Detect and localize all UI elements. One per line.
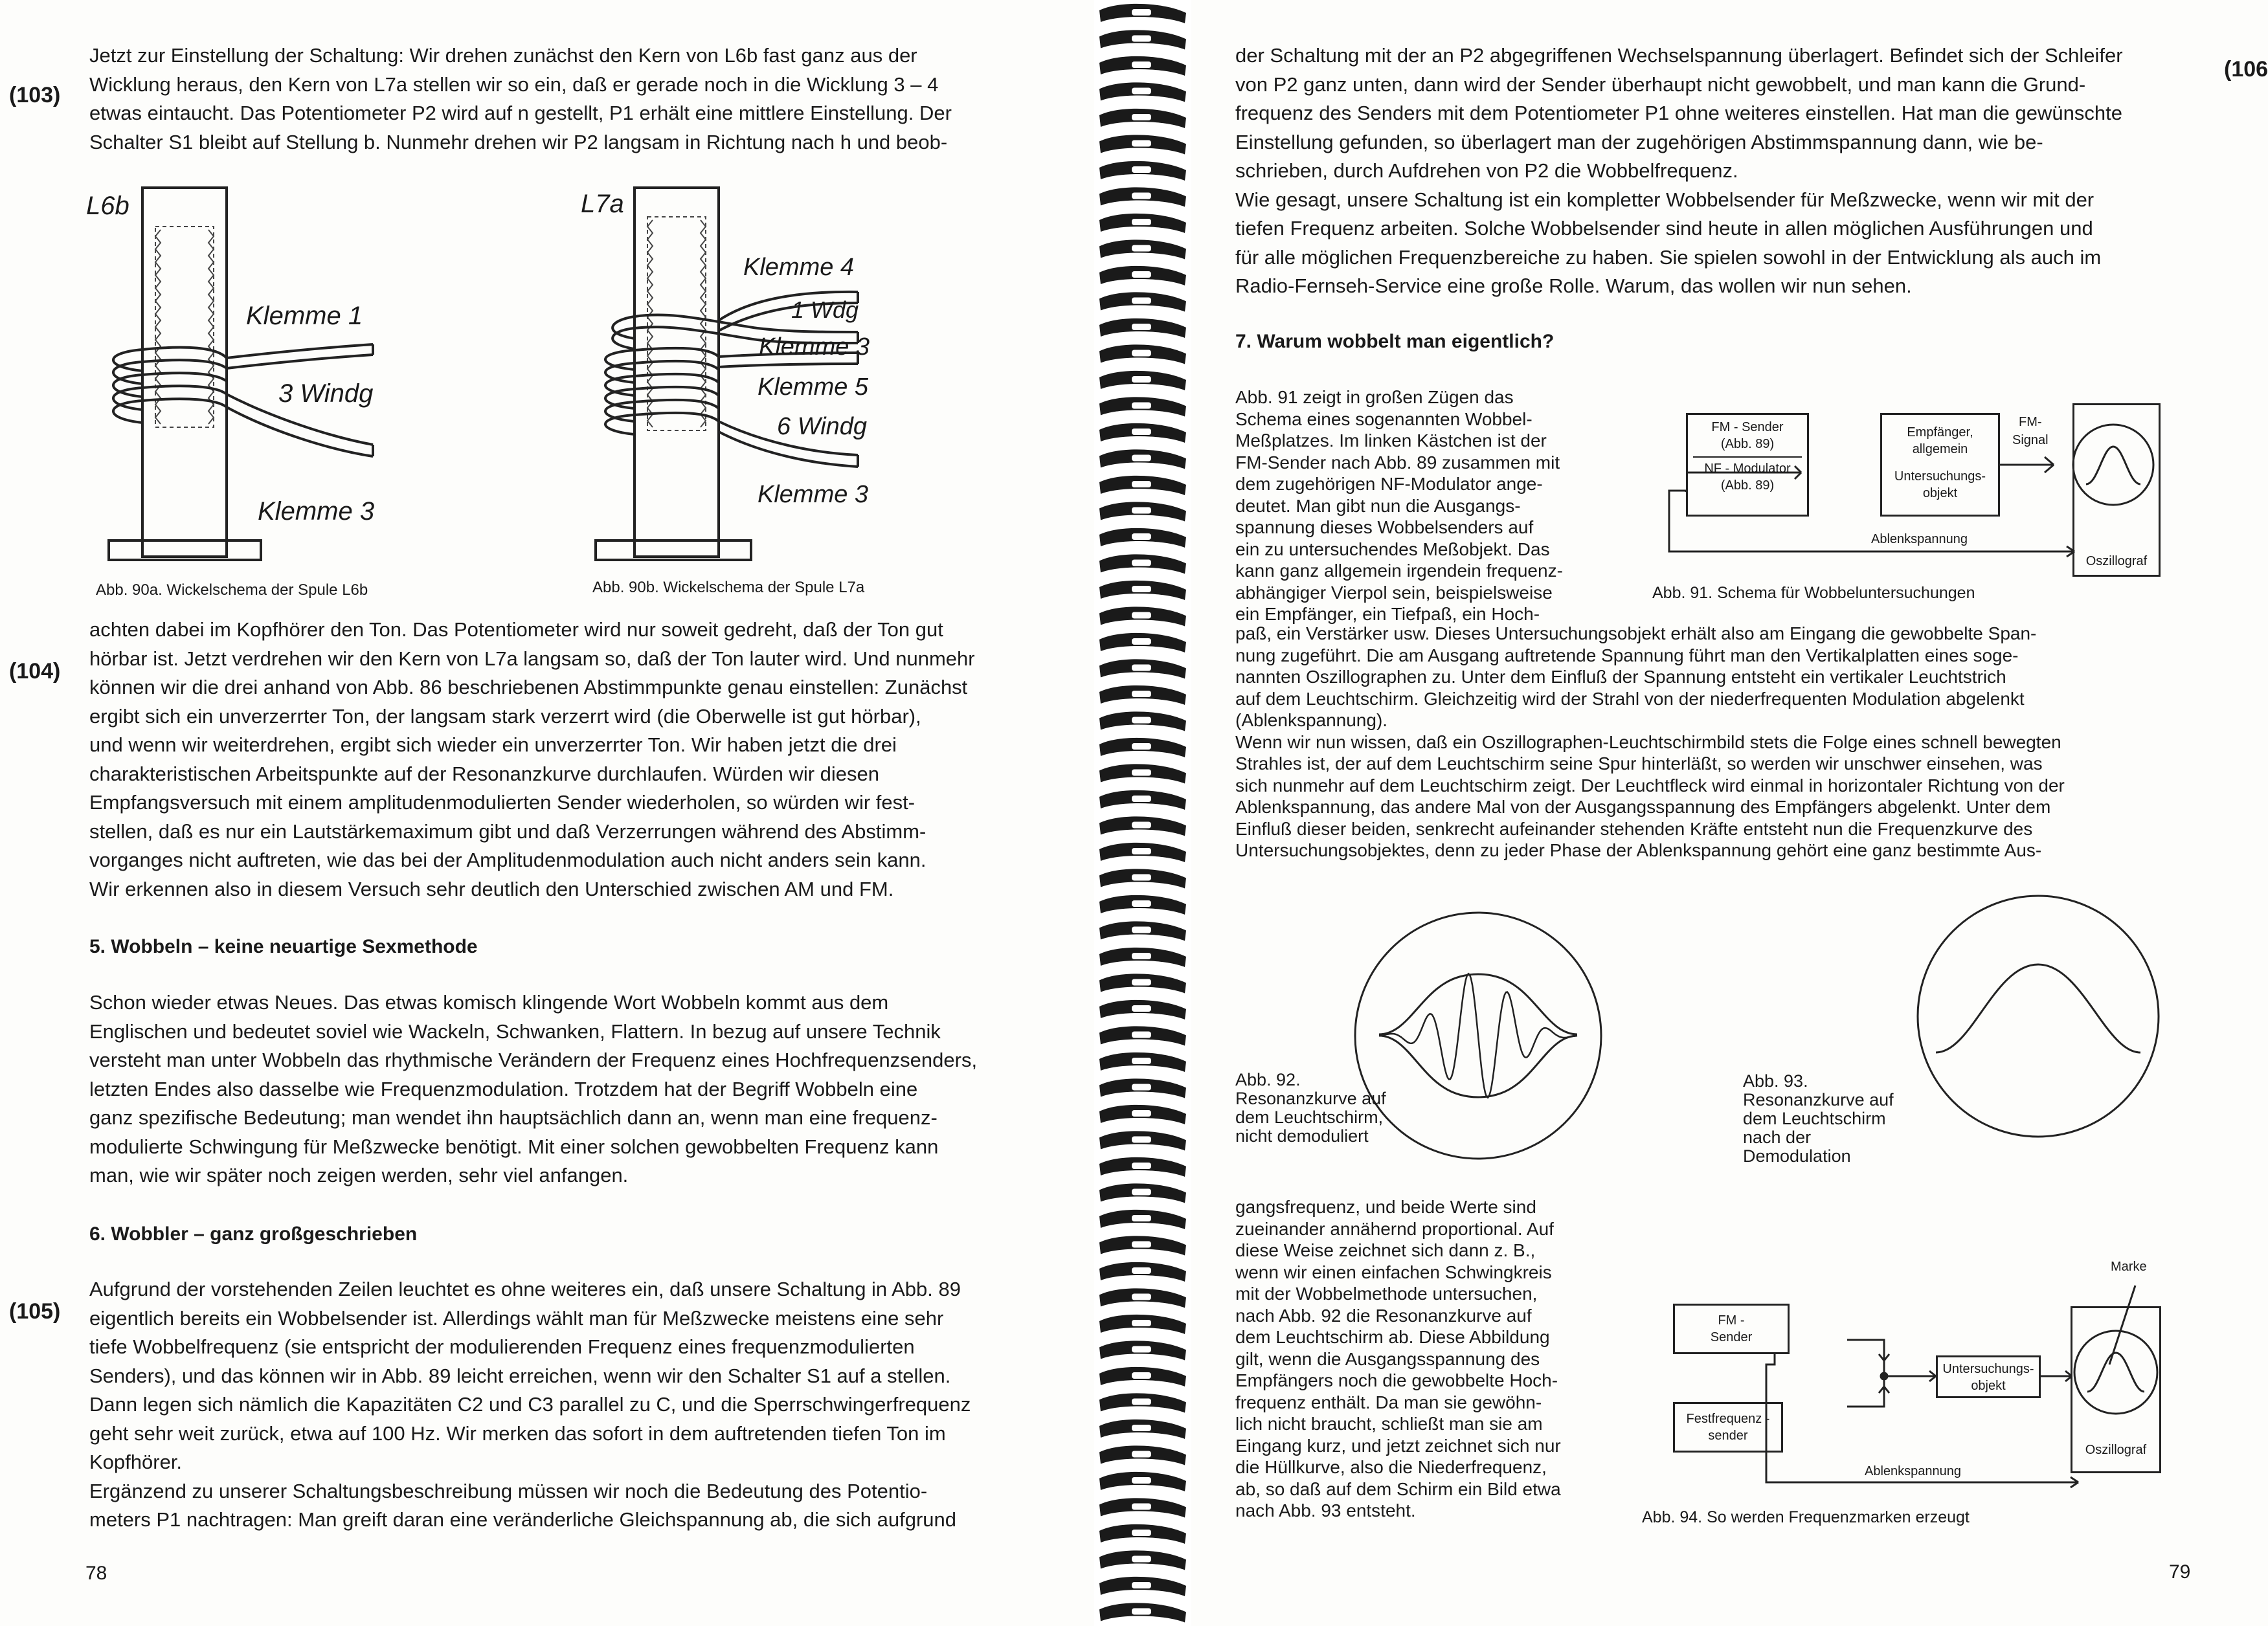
figure-caption: Abb. 94. So werden Frequenzmarken erzeugt [1642, 1508, 1970, 1526]
paragraph: Abb. 91 zeigt in großen Zügen das Schema eines sogenannten Wobbel- Meßplatzes. Im linken Kästchen ist der FM-Sender nach Abb. 89 zusammen mit dem zugehörigen NF-Modulator ange- deutet. Man gibt nun die Ausgangs- spannung dieses Wobbelsenders auf ein zu untersuchendes Meßobjekt. Das kann ganz allgemein irgendein frequenz- abhängiger Vierpol sein, beispielsweise ein Empfänger, ein Tiefpaß, ein Hoch- [1235, 387, 1563, 624]
diagram-label: Klemme 1 [246, 302, 363, 330]
block-fm-sender: FM - Sender (Abb. 89) NF - Modulator (Abb. 89) [1686, 413, 1809, 517]
margin-number: (105) [9, 1299, 61, 1324]
figure-caption: Abb. 92. Resonanzkurve auf dem Leuchtschirm, nicht demoduliert [1235, 1070, 1386, 1146]
diagram-label: Klemme 3 [758, 481, 869, 508]
paragraph: Schon wieder etwas Neues. Das etwas komisch klingende Wort Wobbeln kommt aus dem Englischen und bedeutet soviel wie Wackeln, Schwanken, Flattern. In bezug auf unsere Technik versteht man unter Wobbeln das rhythmische Verändern der Frequenz eines Hochfrequenzsenders, letzten Endes also dasselbe wie Frequenzmodulation. Trotzdem hat der Begriff Wobbeln eine ganz spezifische Bedeutung; man wendet ihn hauptsächlich dann an, wenn man eine frequenz- modulierte Schwingung für Meßzwecke benötigt. Mit einer solchen gewobbelten Frequenz kann man, wie wir später noch zeigen werden, sehr viel anfangen. [89, 991, 978, 1186]
page-number: 79 [2169, 1561, 2191, 1583]
figure-caption: Abb. 90a. Wickelschema der Spule L6b [96, 581, 368, 599]
block-receiver: Empfänger, allgemein Untersuchungs- objekt [1880, 413, 2000, 517]
margin-number: (103) [9, 83, 61, 107]
figure-caption: Abb. 91. Schema für Wobbeluntersuchungen [1652, 584, 1975, 602]
diagram-label: 1 Wdg [791, 296, 859, 323]
right-page [1191, 0, 2268, 1626]
coil-label: L7a [581, 190, 624, 218]
sweep-label: Ablenkspannung [1865, 1464, 1962, 1478]
figure-caption: Abb. 93. Resonanzkurve auf dem Leuchtschirm nach der Demodulation [1743, 1071, 1894, 1166]
diagram-label: 6 Windg [777, 413, 868, 440]
signal-label: FM- Signal [2012, 415, 2049, 447]
paragraph: achten dabei im Kopfhörer den Ton. Das Potentiometer wird nur soweit gedreht, daß der Ton gut hörbar ist. Jetzt verdrehen wir den Kern von L7a langsam so, daß der Ton lauter wird. Und nunmehr können wir die drei anhand von Abb. 86 beschriebenen Abstimmpunkte genau einstellen: Zunächst ergibt sich ein unverzerrter Ton, der langsam stark verzerrt wird (die Oberwelle ist gut hörbar), und wenn wir weiterdrehen, ergibt sich wieder ein unverzerrter Ton. Wir haben jetzt die drei charakteristischen Arbeitspunkte auf der Resonanzkurve durchlaufen. Würden wir diesen Empfangsversuch mit einem amplitudenmodulierten Sender wiederholen, so würden wir fest- stellen, daß es nur ein Lautstärkemaximum gibt und daß Verzerrungen während des Abstimm- vorganges nicht auftreten, wie das bei der Amplitudenmodulation auch nicht anders sein kann. Wir erkennen also in diesem Versuch sehr deutlich den Unterschied zwischen AM und FM. [89, 618, 975, 900]
block-fixed-frequency-sender: Festfrequenz - sender [1673, 1402, 1783, 1453]
page-number: 78 [85, 1563, 107, 1584]
marker-label: Marke [2111, 1260, 2147, 1274]
paragraph: gangsfrequenz, und beide Werte sind zueinander annähernd proportional. Auf diese Weise zeichnet sich dann z. B., wenn wir einen einfachen Schwingkreis mit der Wobbelmethode untersuchen, nach Abb. 92 die Resonanzkurve auf dem Leuchtschirm ab. Diese Abbildung gilt, wenn die Ausgangsspannung des Empfängers noch die gewobbelte Hoch- frequenz enthält. Da man sie gewöhn- lich nicht braucht, schließt man sie am Eingang kurz, und jetzt zeichnet sich nur die Hüllkurve, also die Niederfrequenz, ab, so daß auf dem Schirm ein Bild etwa nach Abb. 93 entsteht. [1235, 1197, 1561, 1520]
diagram-label: Klemme 4 [743, 254, 855, 281]
diagram-label: Klemme 3 [258, 497, 375, 526]
section-heading: 5. Wobbeln – keine neuartige Sexmethode [89, 936, 478, 957]
diagram-label: 3 Windg [278, 379, 374, 408]
block-fm-sender: FM - Sender [1673, 1304, 1790, 1354]
paragraph: Jetzt zur Einstellung der Schaltung: Wir drehen zunächst den Kern von L6b fast ganz aus der Wicklung heraus, den Kern von L7a stellen wir so ein, daß er gerade noch in die Wicklung 3 – 4 etwas eintaucht. Das Potentiometer P2 wird auf n gestellt, P1 erhält eine mittlere Einstellung. Der Schalter S1 bleibt auf Stellung b. Nunmehr drehen wir P2 langsam in Richtung nach h und beob- [89, 44, 952, 153]
paragraph: Aufgrund der vorstehenden Zeilen leuchtet es ohne weiteres ein, daß unsere Schaltung in Abb. 89 eigentlich bereits ein Wobbelsender ist. Allerdings wählt man für Meßzwecke meistens eine sehr tiefe Wobbelfrequenz (sie entspricht der modulierenden Frequenz eines frequenzmodulierten Senders), und das können wir in Abb. 89 leicht erreichen, wenn wir den Schalter S1 auf a stellen. Dann legen sich nämlich die Kapazitäten C2 und C3 parallel zu C, und die Sperrschwingerfrequenz geht sehr weit zurück, etwa auf 100 Hz. Wir merken das sofort in dem auftretenden tiefen Ton im Kopfhörer. Ergänzend zu unserer Schaltungsbeschreibung müssen wir noch die Bedeutung des Potentio- meters P1 nachtragen: Man greift daran eine veränderliche Gleichspannung ab, die sich aufgrund [89, 1278, 971, 1531]
sweep-label: Ablenkspannung [1871, 532, 1968, 546]
diagram-label: Klemme 5 [758, 373, 869, 401]
oscilloscope-box: Oszillograf [2071, 1306, 2161, 1473]
paragraph: der Schaltung mit der an P2 abgegriffenen Wechselspannung überlagert. Befindet sich der Schleifer von P2 ganz unten, dann wird der Sender überhaupt nicht gewobbelt, und man kann die Grund- frequenz des Senders mit dem Potentiometer P1 ohne weiteres einstellen. Hat man die gewünschte Einstellung gefunden, so überlagert man der zugehörigen Abstimmspannung dann, wie be- schrieben, durch Aufdrehen von P2 die Wobbelfrequenz. Wie gesagt, unsere Schaltung ist ein kompletter Wobbelsender für Meßzwecke, wenn wir mit der tiefen Frequenz arbeiten. Solche Wobbelsender sind heute in allen möglichen Ausführungen und für alle möglichen Frequenzbereiche zu haben. Sie spielen sowohl in der Entwicklung als auch im Radio-Fernseh-Service eine große Rolle. Warum, das wollen wir nun sehen. [1235, 44, 2123, 297]
figure-caption: Abb. 90b. Wickelschema der Spule L7a [592, 579, 865, 596]
block-test-object: Untersuchungs- objekt [1936, 1355, 2041, 1398]
oscilloscope-box: Oszillograf [2074, 405, 2159, 575]
coil-label: L6b [86, 192, 129, 220]
margin-number: (106 [2224, 57, 2268, 82]
left-page [0, 0, 1094, 1626]
spiral-binding [1094, 0, 1191, 1626]
section-heading: 6. Wobbler – ganz großgeschrieben [89, 1223, 418, 1245]
section-heading: 7. Warum wobbelt man eigentlich? [1235, 331, 1555, 352]
diagram-label: Klemme 3 [759, 333, 870, 361]
paragraph: paß, ein Verstärker usw. Dieses Untersuchungsobjekt erhält also am Eingang die gewobbelte Span- nung zugeführt. Die am Ausgang auftretende Spannung führt man den Vertikalplatten eines soge- nannten Oszillographen zu. Unter dem Einfluß der Spannung entsteht ein vertikaler Leuchtstrich auf dem Leuchtschirm. Gleichzeitig wird der Strahl von der niederfrequenten Modulation abgelenkt (Ablenkspannung). Wenn wir nun wissen, daß ein Oszillographen-Leuchtschirmbild stets die Folge eines schnell bewegten Strahles ist, der auf dem Leuchtschirm seine Spur hinterläßt, so werden wir unschwer einsehen, was sich nunmehr auf dem Leuchtschirm zeigt. Der Leuchtfleck wird einmal in horizontaler Richtung von der Ablenkspannung, das andere Mal von der Ausgangsspannung des Empfängers abgelenkt. Unter dem Einfluß dieser beiden, senkrecht aufeinander stehenden Kräfte entsteht nun die Frequenzkurve des Untersuchungsobjektes, denn zu jeder Phase der Ablenkspannung gehört eine ganz bestimmte Aus- [1235, 623, 2065, 860]
margin-number: (104) [9, 659, 61, 684]
